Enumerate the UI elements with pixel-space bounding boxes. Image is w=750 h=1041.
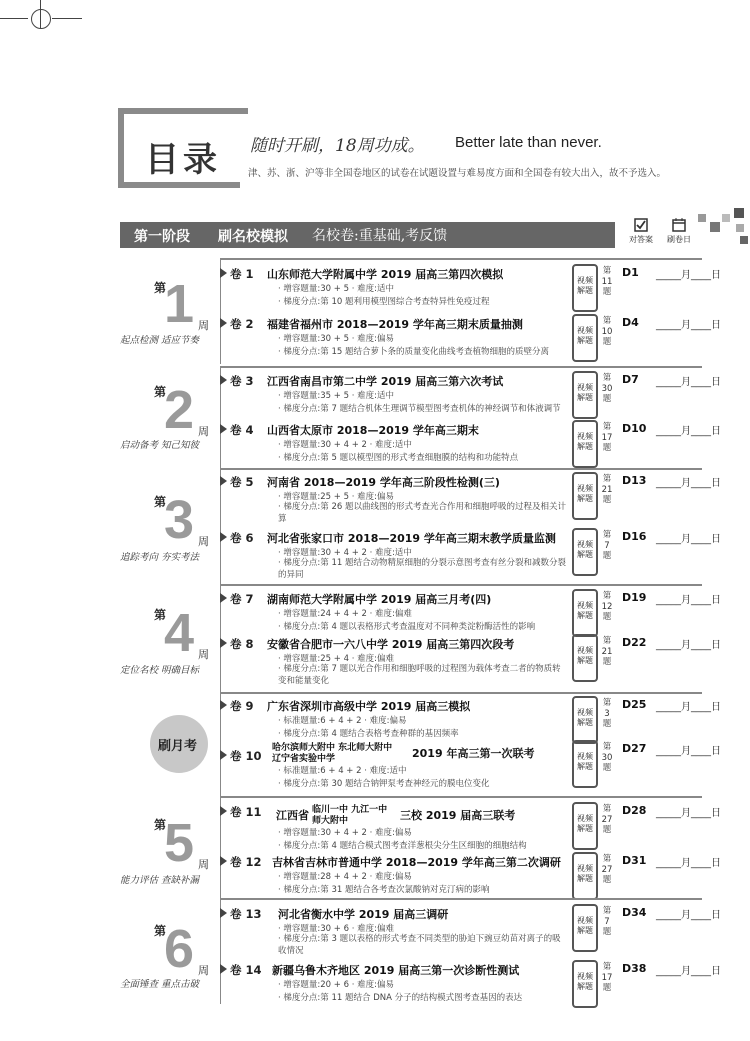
question-number: 第 7 题 [602,530,612,561]
paper-gradient: · 梯度分点:第 7 题以光合作用和细胞呼吸的过程图为载体考查二者的物质转变和能量变化 [278,664,561,686]
video-solution-icon[interactable]: 视频解题 [572,740,598,788]
question-number: 第 7 题 [602,906,612,937]
question-number: 第 27 题 [601,854,613,885]
paper-volume: · 增容题量:30 + 6 · 难度:偏难 [278,924,394,934]
question-number: 第 10 题 [601,316,613,347]
joint-schools-line1: 临川一中 九江一中 [312,805,388,815]
day-code: D31 [622,854,647,867]
week-2-group [220,366,721,468]
paper-volume: · 增容题量:24 + 4 + 2 · 难度:偏难 [278,609,412,619]
week-5-group [220,796,721,898]
paper-title[interactable]: 河南省 2018—2019 学年高三阶段性检测(三) [267,476,500,489]
day-code: D28 [622,804,647,817]
deco-square [698,214,706,222]
week-zhou: 周 [198,425,209,438]
joint-schools-line2: 师大附中 [312,816,349,826]
week-motto: 定位名校 明确目标 [120,665,200,676]
deco-square [740,236,748,244]
day-code: D19 [622,591,647,604]
week-motto: 启动备考 知己知彼 [120,440,200,451]
question-number: 第 11 题 [601,266,613,297]
slogan-english: Better late than never. [455,134,602,151]
week-di: 第 [154,608,167,622]
paper-gradient: · 梯度分点:第 5 题以模型图的形式考查细胞膜的结构和功能特点 [278,453,519,463]
registration-circle [31,9,51,29]
stage-bar [120,222,615,248]
week-di: 第 [154,495,167,509]
bullet-triangle-icon [220,638,227,648]
day-code: D34 [622,906,647,919]
day-code: D38 [622,962,647,975]
paper-number: 卷 13 [230,907,262,921]
week-number: 2 [164,380,195,440]
date-fill[interactable]: _____月____日 [656,270,721,281]
week-motto: 能力评估 查缺补漏 [120,875,200,886]
paper-gradient: · 梯度分点:第 31 题结合各考查次氯酸钠对克汀病的影响 [278,885,490,895]
paper-number: 卷 7 [230,592,254,606]
paper-title[interactable]: 山东师范大学附属中学 2019 届高三第四次模拟 [267,268,504,281]
video-solution-icon[interactable]: 视频解题 [572,371,598,419]
video-solution-icon[interactable]: 视频解题 [572,802,598,850]
date-fill[interactable]: _____月____日 [656,746,721,757]
question-number: 第 12 题 [601,591,613,622]
question-number: 第 3 题 [602,698,612,729]
bullet-triangle-icon [220,806,227,816]
bullet-triangle-icon [220,318,227,328]
day-code: D13 [622,474,647,487]
week-zhou: 周 [198,535,209,548]
bullet-triangle-icon [220,593,227,603]
date-fill[interactable]: _____月____日 [656,478,721,489]
date-fill[interactable]: _____月____日 [656,808,721,819]
paper-gradient: · 梯度分点:第 4 题结合表格考查种群的基因频率 [278,729,459,739]
week-zhou: 周 [198,964,209,977]
question-number: 第 17 题 [601,962,613,993]
week-motto: 追踪考向 夯实考法 [120,552,200,563]
joint-schools-line2: 辽宁省实验中学 [272,754,336,764]
paper-gradient: · 梯度分点:第 30 题结合钠钾泵考查神经元的膜电位变化 [278,779,490,789]
paper-volume: · 标准题量:6 + 4 + 2 · 难度:适中 [278,766,407,776]
bullet-triangle-icon [220,856,227,866]
checkbox-icon [634,218,648,232]
paper-volume: · 增容题量:30 + 4 + 2 · 难度:适中 [278,548,412,558]
question-number: 第 21 题 [601,474,613,505]
paper-number: 卷 12 [230,855,262,869]
bullet-triangle-icon [220,268,227,278]
paper-title[interactable]: 福建省福州市 2018—2019 学年高三期末质量抽测 [267,318,523,331]
paper-title[interactable]: 江西省南昌市第二中学 2019 届高三第六次考试 [267,375,504,388]
paper-number: 卷 9 [230,699,254,713]
deco-square [710,222,720,232]
week-1-group [220,258,721,364]
slogan: 随时开刷，18周功成。 [250,136,425,156]
week-number: 6 [164,919,195,979]
paper-gradient: · 梯度分点:第 3 题以表格的形式考查不同类型的胁迫下豌豆幼苗对离子的吸收情况 [278,934,561,956]
date-column-label: 刷卷日 [667,235,691,244]
date-fill[interactable]: _____月____日 [656,595,721,606]
bullet-triangle-icon [220,964,227,974]
paper-number: 卷 11 [230,805,262,819]
page-title: 目录 [145,140,221,180]
paper-gradient: · 梯度分点:第 10 题利用模型图综合考查特异性免疫过程 [278,297,490,307]
video-solution-icon[interactable]: 视频解题 [572,314,598,362]
date-fill[interactable]: _____月____日 [656,702,721,713]
day-code: D7 [622,373,639,386]
deco-square [722,214,730,222]
week-motto: 起点检测 适应节奏 [120,335,200,346]
week-di: 第 [154,924,167,938]
paper-volume: · 增容题量:30 + 5 · 难度:偏易 [278,334,394,344]
group-divider [220,470,221,584]
stage-tagline: 名校卷:重基础,考反馈 [312,228,448,244]
paper-gradient: · 梯度分点:第 15 题结合萝卜条的质量变化曲线考查植物细胞的质壁分离 [278,347,549,357]
paper-gradient: · 梯度分点:第 11 题结合 DNA 分子的结构模式图考查基因的表达 [278,993,523,1003]
date-fill[interactable]: _____月____日 [656,426,721,437]
question-number: 第 30 题 [601,373,613,404]
deco-square [734,208,744,218]
week-zhou: 周 [198,319,209,332]
video-solution-icon[interactable]: 视频解题 [572,960,598,1008]
week-di: 第 [154,281,167,295]
paper-number: 卷 6 [230,531,254,545]
paper-volume: · 增容题量:30 + 5 · 难度:适中 [278,284,394,294]
bullet-triangle-icon [220,375,227,385]
bullet-triangle-icon [220,476,227,486]
paper-number: 卷 2 [230,317,254,331]
joint-schools-line1: 哈尔滨师大附中 东北师大附中 [272,743,393,753]
week-motto: 全面锤查 重点击破 [120,979,200,990]
paper-gradient: · 梯度分点:第 4 题结合模式图考查洋葱根尖分生区细胞的细胞结构 [278,841,527,851]
monthly-exam-group [220,692,721,796]
paper-gradient: · 梯度分点:第 4 题以表格形式考查温度对不同种类淀粉酶活性的影响 [278,622,536,632]
day-code: D1 [622,266,639,279]
paper-gradient: · 梯度分点:第 11 题结合动物精原细胞的分裂示意图考查有丝分裂和减数分裂的异同 [278,558,566,580]
video-solution-icon[interactable]: 视频解题 [572,696,598,744]
date-fill[interactable]: _____月____日 [656,858,721,869]
week-3-group [220,468,721,584]
question-number: 第 21 题 [601,636,613,667]
video-solution-icon[interactable]: 视频解题 [572,472,598,520]
date-column [664,218,694,245]
date-fill[interactable]: _____月____日 [656,910,721,921]
week-6-group [220,898,721,1004]
day-code: D16 [622,530,647,543]
paper-title[interactable]: 广东省深圳市高级中学 2019 届高三模拟 [267,700,471,713]
video-solution-icon[interactable]: 视频解题 [572,264,598,312]
deco-square [736,224,744,232]
paper-number: 卷 8 [230,637,254,651]
day-code: D10 [622,422,647,435]
week-di: 第 [154,385,167,399]
day-code: D22 [622,636,647,649]
video-solution-icon[interactable]: 视频解题 [572,420,598,468]
answer-column-label: 对答案 [629,235,653,244]
paper-volume: · 增容题量:25 + 4 · 难度:偏难 [278,654,394,664]
paper-number: 卷 10 [230,749,262,763]
date-fill[interactable]: _____月____日 [656,640,721,651]
paper-volume: · 增容题量:35 + 5 · 难度:适中 [278,391,394,401]
bullet-triangle-icon [220,908,227,918]
date-fill[interactable]: _____月____日 [656,534,721,545]
date-fill[interactable]: _____月____日 [656,966,721,977]
paper-province: 江西省 [276,809,309,822]
paper-title[interactable]: 河北省衡水中学 2019 届高三调研 [278,908,449,921]
bullet-triangle-icon [220,424,227,434]
week-number: 4 [164,603,195,663]
date-fill[interactable]: _____月____日 [656,377,721,388]
paper-title[interactable]: 新疆乌鲁木齐地区 2019 届高三第一次诊断性测试 [272,964,520,977]
paper-title[interactable]: 湖南师范大学附属中学 2019 届高三月考(四) [267,593,492,606]
video-solution-icon[interactable]: 视频解题 [572,852,598,900]
day-code: D4 [622,316,639,329]
week-number: 3 [164,490,195,550]
week-number: 5 [164,813,195,873]
crop-mark-horizontal-right [52,18,82,19]
monthly-exam-label: 刷月考 [158,739,198,754]
day-code: D27 [622,742,647,755]
paper-title[interactable]: 2019 年高三第一次联考 [412,747,535,760]
question-number: 第 30 题 [601,742,613,773]
paper-volume: · 增容题量:20 + 6 · 难度:偏易 [278,980,394,990]
week-di: 第 [154,818,167,832]
selection-note: 津、苏、浙、沪等非全国卷地区的试卷在试题设置与难易度方面和全国卷有较大出入，故不予选入。 [248,168,667,179]
question-number: 第 27 题 [601,804,613,835]
week-4-group [220,584,721,692]
paper-gradient: · 梯度分点:第 26 题以曲线图的形式考查光合作用和细胞呼吸的过程及相关计算 [278,502,566,524]
calendar-icon [672,218,686,232]
paper-volume: · 增容题量:28 + 4 + 2 · 难度:偏易 [278,872,412,882]
paper-number: 卷 1 [230,267,254,281]
week-zhou: 周 [198,858,209,871]
paper-title[interactable]: 吉林省吉林市普通中学 2018—2019 学年高三第二次调研 [272,856,561,869]
answer-column [626,218,656,245]
video-solution-icon[interactable]: 视频解题 [572,589,598,637]
stage-name: 第一阶段 [134,229,190,245]
bullet-triangle-icon [220,532,227,542]
video-solution-icon[interactable]: 视频解题 [572,904,598,952]
paper-title[interactable]: 河北省张家口市 2018—2019 学年高三期末教学质量监测 [267,532,556,545]
week-number: 1 [164,274,195,334]
paper-volume: · 增容题量:25 + 5 · 难度:偏易 [278,492,394,502]
paper-title[interactable]: 安徽省合肥市一六八中学 2019 届高三第四次段考 [267,638,515,651]
stage-subtitle: 刷名校模拟 [218,229,288,245]
question-number: 第 17 题 [601,422,613,453]
date-fill[interactable]: _____月____日 [656,320,721,331]
paper-number: 卷 5 [230,475,254,489]
paper-number: 卷 14 [230,963,262,977]
paper-gradient: · 梯度分点:第 7 题结合机体生理调节模型图考查机体的神经调节和体液调节 [278,404,561,414]
paper-number: 卷 3 [230,374,254,388]
paper-number: 卷 4 [230,423,254,437]
video-solution-icon[interactable]: 视频解题 [572,528,598,576]
crop-mark-horizontal [0,18,28,19]
day-code: D25 [622,698,647,711]
paper-title[interactable]: 山西省太原市 2018—2019 学年高三期末 [267,424,479,437]
bullet-triangle-icon [220,700,227,710]
paper-title[interactable]: 三校 2019 届高三联考 [400,809,516,822]
paper-volume: · 增容题量:30 + 4 + 2 · 难度:偏易 [278,828,412,838]
paper-volume: · 增容题量:30 + 4 + 2 · 难度:适中 [278,440,412,450]
bullet-triangle-icon [220,750,227,760]
video-solution-icon[interactable]: 视频解题 [572,634,598,682]
paper-volume: · 标准题量:6 + 4 + 2 · 难度:偏易 [278,716,407,726]
week-zhou: 周 [198,648,209,661]
